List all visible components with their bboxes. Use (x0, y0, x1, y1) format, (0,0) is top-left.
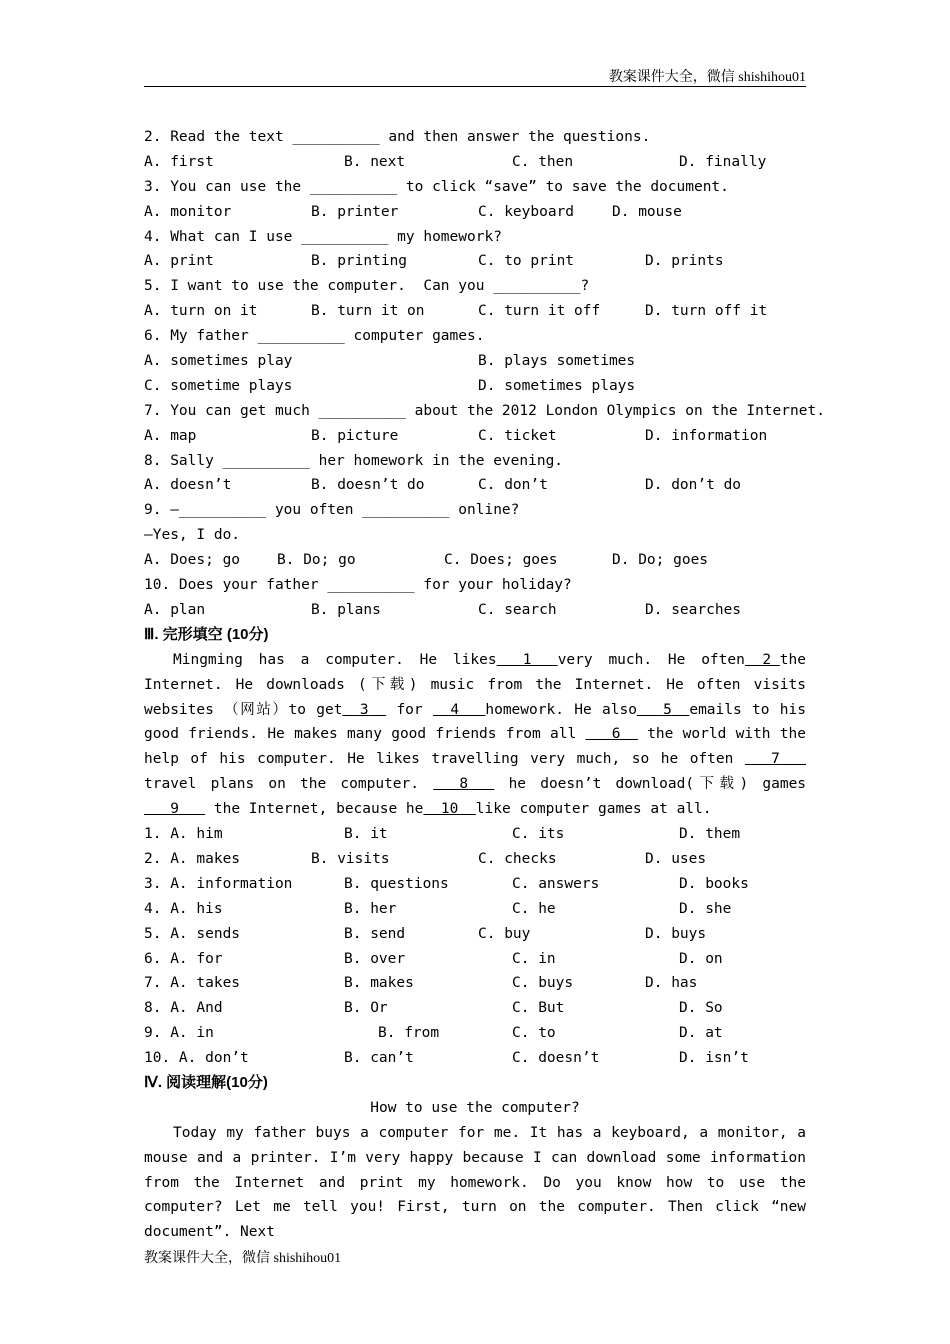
passage-text: the world with the help of his computer. He likes travelling very much, so he often (144, 726, 807, 768)
option: B. next (344, 153, 406, 170)
option: C. in (512, 950, 556, 967)
option: D. Do; goes (612, 552, 709, 569)
blank-number: 4 (450, 701, 460, 718)
option: D. So (679, 1000, 723, 1017)
passage-text: the Internet. He downloads (下载) music from the Internet. He often visits websites （网站）to get (144, 651, 806, 718)
option: C. answers (512, 875, 600, 892)
option: D. books (679, 875, 749, 892)
option: C. But (512, 1000, 565, 1017)
option: D. information (645, 427, 768, 444)
option: C. don’t (478, 477, 548, 494)
option: D. finally (679, 153, 767, 170)
option-row (144, 1046, 806, 1071)
option: B. can’t (344, 1050, 414, 1067)
option: 2. A. makes (144, 850, 241, 867)
option-row (144, 822, 806, 847)
option: D. don’t do (645, 477, 742, 494)
passage-text: he doesn’t download(下载) games (508, 776, 807, 793)
option: C. Does; goes (444, 552, 558, 569)
blank-number: 8 (459, 776, 469, 793)
reading-paragraph: Today my father buys a computer for me. It has a keyboard, a monitor, a mouse and a printer. I’m very happy because I can download some information from the Internet and print my homework. Do you know how to use the computer? Let me tell you! First, turn on the computer. Then click “new document”. Next (144, 1124, 806, 1241)
option: D. buys (645, 925, 707, 942)
option: D. uses (645, 850, 707, 867)
option: D. sometimes plays (478, 377, 636, 394)
option: B. over (344, 950, 406, 967)
question-answer: —Yes, I do. (144, 527, 241, 544)
option-row (144, 996, 806, 1021)
blank-number: 6 (611, 726, 621, 743)
option-row (144, 548, 806, 573)
option: D. isn’t (679, 1050, 749, 1067)
option: C. search (478, 601, 557, 618)
option-row (144, 424, 806, 449)
question-stem: 2. Read the text __________ and then answer the questions. (144, 129, 651, 145)
option: D. them (679, 826, 741, 843)
question-stem: 7. You can get much __________ about the 2012 London Olympics on the Internet. (144, 402, 825, 419)
question-stem: 4. What can I use __________ my homework? (144, 228, 502, 245)
option: B. it (344, 826, 388, 843)
option: D. she (679, 900, 732, 917)
passage-text: the Internet, because he (213, 801, 424, 818)
option: C. turn it off (478, 303, 601, 320)
option: C. keyboard (478, 203, 575, 220)
option-row (144, 1021, 806, 1046)
passage-text: for (396, 701, 423, 718)
option-row (144, 847, 806, 872)
option: 9. A. in (144, 1025, 214, 1042)
option-row (144, 598, 806, 623)
question-stem: 3. You can use the __________ to click “save” to save the document. (144, 178, 729, 195)
option: C. he (512, 900, 556, 917)
cloze-passage (144, 648, 806, 822)
question-stem: 9. —__________ you often __________ online? (144, 502, 520, 519)
option: D. turn off it (645, 303, 768, 320)
blank-number: 1 (522, 651, 532, 668)
option: A. Does; go (144, 552, 241, 569)
option: A. doesn’t (144, 477, 232, 494)
option: C. buy (478, 925, 531, 942)
question-stem: 6. My father __________ computer games. (144, 328, 485, 345)
option: B. plans (311, 601, 381, 618)
option: 10. A. don’t (144, 1050, 249, 1067)
option: B. printing (311, 253, 408, 270)
section-heading-cloze: Ⅲ. 完形填空 (10分) (144, 625, 269, 643)
option-row (144, 349, 806, 374)
option-row (144, 897, 806, 922)
option: C. ticket (478, 427, 557, 444)
page-header: 教案课件大全，微信 shishihou01 (144, 66, 806, 87)
option: B. send (344, 925, 406, 942)
option: A. monitor (144, 203, 232, 220)
option: 4. A. his (144, 900, 223, 917)
option-row (144, 200, 806, 225)
option: A. turn on it (144, 303, 258, 320)
option: B. turn it on (311, 303, 425, 320)
option: 6. A. for (144, 950, 223, 967)
option: C. to (512, 1025, 556, 1042)
option: D. searches (645, 601, 742, 618)
passage-text: like computer games at all. (475, 801, 712, 818)
option: B. printer (311, 203, 399, 220)
option-row (144, 947, 806, 972)
blank-number: 3 (359, 701, 369, 718)
option-row (144, 872, 806, 897)
question-stem: 8. Sally __________ her homework in the evening. (144, 452, 564, 469)
passage-text: Mingming has a computer. He likes (173, 651, 497, 668)
option: A. sometimes play (144, 353, 293, 370)
passage-text: homework. He also (485, 701, 637, 718)
option-row (144, 922, 806, 947)
option: B. plays sometimes (478, 353, 636, 370)
passage-text: very much. He often (557, 651, 745, 668)
option: C. buys (512, 975, 574, 992)
passage-text: emails to his good friends. He makes many good friends from all (144, 701, 806, 743)
blank-number: 5 (663, 701, 672, 718)
question-stem: 10. Does your father __________ for your holiday? (144, 577, 572, 594)
option: B. questions (344, 875, 449, 892)
page-footer: 教案课件大全，微信 shishihou01 (144, 1251, 342, 1266)
option: 1. A. him (144, 826, 223, 843)
option: B. her (344, 900, 397, 917)
blank-number: 10 (440, 801, 459, 818)
blank-number: 2 (762, 651, 772, 668)
blank-number: 7 (771, 751, 780, 768)
option: C. sometime plays (144, 377, 293, 394)
option: C. doesn’t (512, 1050, 600, 1067)
option: A. plan (144, 601, 206, 618)
option-row (144, 971, 806, 996)
question-stem: 5. I want to use the computer. Can you __________? (144, 278, 590, 295)
option: A. first (144, 153, 214, 170)
option-row (144, 150, 806, 175)
option-row (144, 249, 806, 274)
option-row (144, 299, 806, 324)
option: B. from (378, 1025, 440, 1042)
option: 7. A. takes (144, 975, 241, 992)
option: B. Or (344, 1000, 388, 1017)
blank-number: 9 (170, 801, 179, 818)
option: D. prints (645, 253, 724, 270)
section-heading-reading: Ⅳ. 阅读理解(10分) (144, 1073, 268, 1091)
option: B. makes (344, 975, 414, 992)
option: C. checks (478, 850, 557, 867)
option: B. Do; go (277, 552, 356, 569)
option: C. then (512, 153, 574, 170)
option: D. has (645, 975, 698, 992)
option: D. on (679, 950, 723, 967)
option: D. mouse (612, 203, 682, 220)
page-content (144, 125, 825, 1245)
option: D. at (679, 1025, 723, 1042)
option: 5. A. sends (144, 925, 241, 942)
option: A. print (144, 253, 214, 270)
option-row (144, 374, 806, 399)
passage-title: How to use the computer? (370, 1099, 580, 1116)
option: B. doesn’t do (311, 477, 425, 494)
option-row (144, 473, 806, 498)
option: B. visits (311, 850, 390, 867)
option: 8. A. And (144, 1000, 223, 1017)
option: C. its (512, 826, 565, 843)
option: A. map (144, 427, 197, 444)
option: B. picture (311, 427, 399, 444)
option: 3. A. information (144, 875, 293, 892)
option: C. to print (478, 253, 575, 270)
passage-text: travel plans on the computer. (144, 776, 420, 793)
